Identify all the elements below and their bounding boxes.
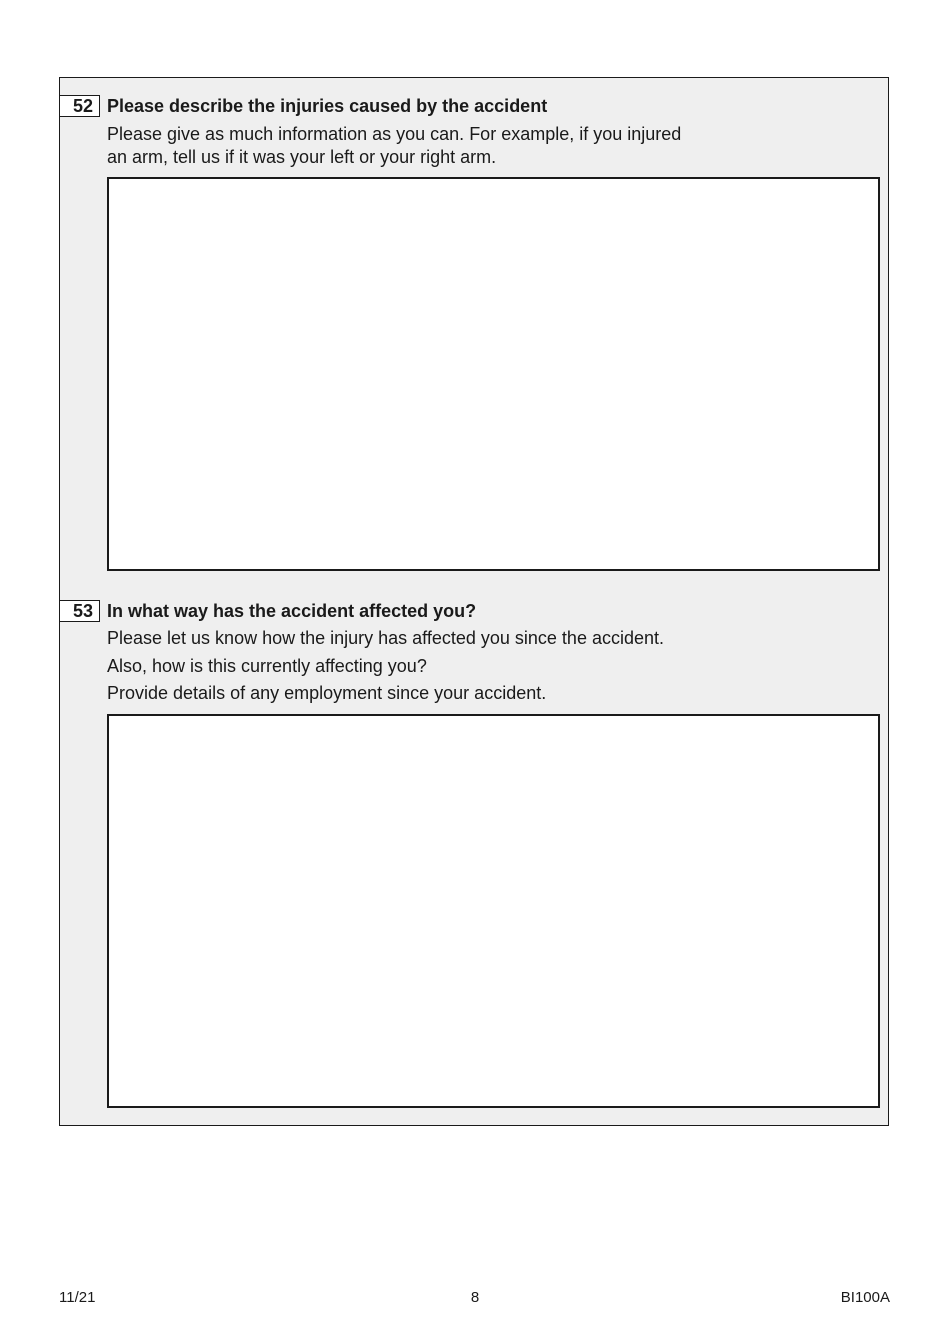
- question-53-title: In what way has the accident affected you?: [107, 601, 477, 621]
- footer-page-number: 8: [470, 1289, 480, 1306]
- question-53-help-line: Also, how is this currently affecting you?: [107, 655, 427, 676]
- form-panel: [59, 77, 889, 1126]
- question-53-help: [107, 625, 664, 708]
- question-52-help-line: an arm, tell us if it was your left or your right arm.: [107, 147, 497, 167]
- question-52-help: [107, 123, 681, 169]
- question-53-answer-field[interactable]: [107, 714, 880, 1108]
- footer-form-code: BI100A: [840, 1289, 890, 1306]
- question-52-answer-field[interactable]: [107, 177, 880, 571]
- question-53-help-line: Provide details of any employment since your accident.: [107, 683, 547, 703]
- question-52-help-line: Please give as much information as you can. For example, if you injured: [107, 124, 682, 144]
- footer-date-code: 11/21: [59, 1289, 96, 1306]
- question-53-number: 53: [60, 600, 100, 622]
- question-52-title: Please describe the injuries caused by the accident: [107, 96, 548, 116]
- question-53-help-line: Please let us know how the injury has affected you since the accident.: [107, 628, 664, 648]
- question-52-number: 52: [60, 95, 100, 117]
